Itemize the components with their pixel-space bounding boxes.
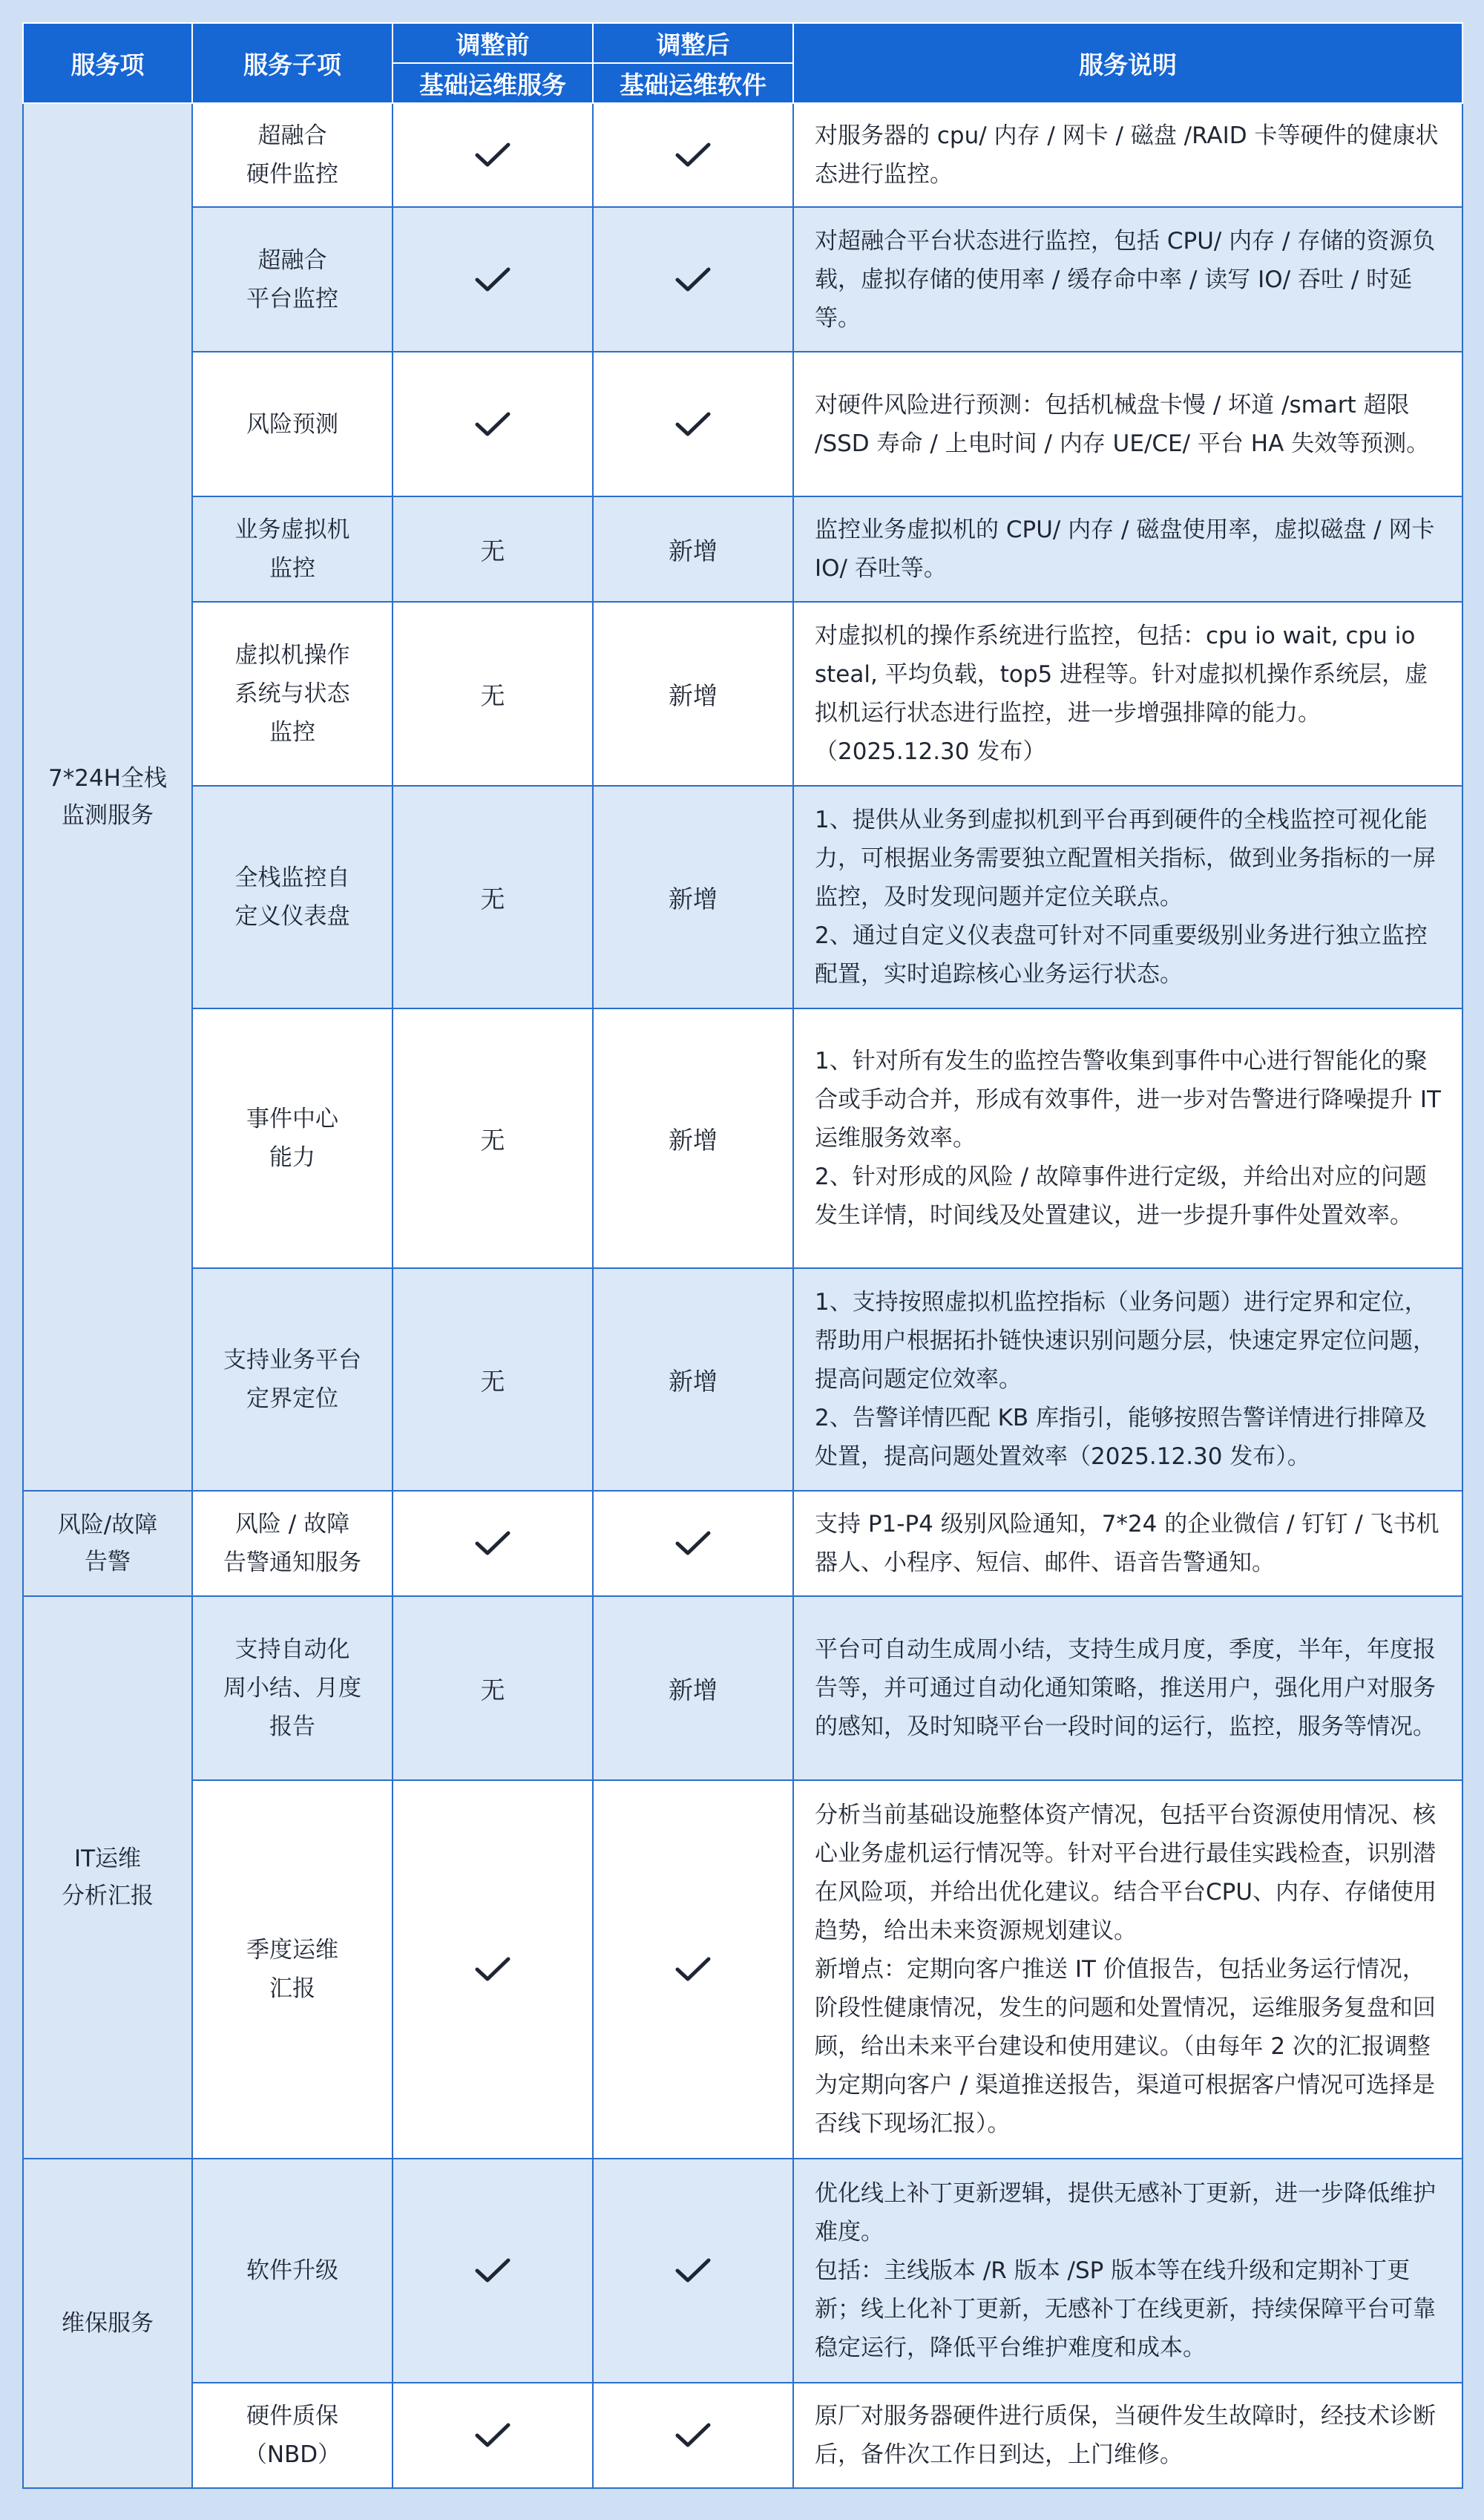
category-it-report: IT运维 分析汇报: [23, 1596, 192, 2159]
description-cell: 1、针对所有发生的监控告警收集到事件中心进行智能化的聚合或手动合并，形成有效事件，进一步对告警进行降噪提升 IT 运维服务效率。 2、针对形成的风险 / 故障事件进行定级，并给出对应的问题发生详情，时间线及处置建议，进一步提升事件处置效率。: [793, 1008, 1462, 1268]
before-mark: [393, 1780, 593, 2159]
sub-service-cell: 软件升级: [192, 2159, 393, 2383]
checkmark-icon: [674, 2421, 712, 2450]
status-text: 无: [480, 536, 505, 565]
sub-service-cell: 支持自动化 周小结、月度 报告: [192, 1596, 393, 1780]
table-row: [23, 496, 1462, 602]
before-mark: [393, 496, 593, 602]
after-mark: [593, 2159, 793, 2383]
description-cell: 对超融合平台状态进行监控，包括 CPU/ 内存 / 存储的资源负载，虚拟存储的使用率 / 缓存命中率 / 读写 IO/ 吞吐 / 时延等。: [793, 207, 1462, 352]
description-cell: 平台可自动生成周小结，支持生成月度，季度，半年，年度报告等，并可通过自动化通知策略，推送用户，强化用户对服务的感知，及时知晓平台一段时间的运行，监控，服务等情况。: [793, 1596, 1462, 1780]
checkmark-icon: [473, 265, 512, 295]
sub-service-cell: 全栈监控自 定义仪表盘: [192, 786, 393, 1008]
before-mark: [393, 1268, 593, 1491]
table-row: [23, 2383, 1462, 2488]
before-mark: [393, 1596, 593, 1780]
header-description: 服务说明: [793, 23, 1462, 103]
status-text: 新增: [669, 536, 718, 565]
table-row: [23, 207, 1462, 352]
category-alert: 风险/故障 告警: [23, 1491, 192, 1596]
sub-service-cell: 事件中心 能力: [192, 1008, 393, 1268]
after-mark: [593, 1268, 793, 1491]
before-mark: [393, 207, 593, 352]
status-text: 无: [480, 1675, 505, 1704]
description-cell: 原厂对服务器硬件进行质保，当硬件发生故障时，经技术诊断后，备件次工作日到达，上门维修。: [793, 2383, 1462, 2488]
table-row: [23, 1008, 1462, 1268]
sub-service-cell: 超融合 平台监控: [192, 207, 393, 352]
checkmark-icon: [473, 410, 512, 439]
table-row: [23, 602, 1462, 786]
after-mark: [593, 1491, 793, 1596]
after-mark: [593, 352, 793, 496]
status-text: 无: [480, 1125, 505, 1155]
checkmark-icon: [674, 1529, 712, 1558]
after-mark: [593, 496, 793, 602]
before-mark: [393, 103, 593, 207]
after-mark: [593, 1008, 793, 1268]
before-mark: [393, 1491, 593, 1596]
checkmark-icon: [473, 1529, 512, 1558]
before-mark: [393, 786, 593, 1008]
status-text: 新增: [669, 884, 718, 913]
after-mark: [593, 786, 793, 1008]
checkmark-icon: [473, 2421, 512, 2450]
table-row: [23, 1268, 1462, 1491]
before-mark: [393, 352, 593, 496]
before-mark: [393, 2383, 593, 2488]
description-cell: 支持 P1-P4 级别风险通知，7*24 的企业微信 / 钉钉 / 飞书机器人、小程序、短信、邮件、语音告警通知。: [793, 1491, 1462, 1596]
before-mark: [393, 1008, 593, 1268]
header-after: 调整后: [593, 23, 793, 63]
sub-service-cell: 虚拟机操作 系统与状态 监控: [192, 602, 393, 786]
after-mark: [593, 1780, 793, 2159]
sub-service-cell: 风险预测: [192, 352, 393, 496]
description-cell: 1、提供从业务到虚拟机到平台再到硬件的全栈监控可视化能力，可根据业务需要独立配置相关指标，做到业务指标的一屏监控，及时发现问题并定位关联点。 2、通过自定义仪表盘可针对不同重要级别业务进行独立监控配置，实时追踪核心业务运行状态。: [793, 786, 1462, 1008]
after-mark: [593, 602, 793, 786]
description-cell: 对虚拟机的操作系统进行监控，包括：cpu io wait, cpu io steal, 平均负载，top5 进程等。针对虚拟机操作系统层，虚拟机运行状态进行监控，进一步增强排障的能力。（2025.12.30 发布）: [793, 602, 1462, 786]
description-cell: 对服务器的 cpu/ 内存 / 网卡 / 磁盘 /RAID 卡等硬件的健康状态进行监控。: [793, 103, 1462, 207]
description-cell: 1、支持按照虚拟机监控指标（业务问题）进行定界和定位，帮助用户根据拓扑链快速识别问题分层，快速定界定位问题，提高问题定位效率。 2、告警详情匹配 KB 库指引，能够按照告警详情进行排障及处置，提高问题处置效率（2025.12.30 发布）。: [793, 1268, 1462, 1491]
table-row: [23, 2159, 1462, 2383]
checkmark-icon: [473, 2256, 512, 2286]
checkmark-icon: [674, 140, 712, 170]
header-before-sub: 基础运维服务: [393, 63, 593, 103]
status-text: 新增: [669, 1125, 718, 1155]
header-service: 服务项: [23, 23, 192, 103]
sub-service-cell: 风险 / 故障 告警通知服务: [192, 1491, 393, 1596]
checkmark-icon: [473, 1955, 512, 1984]
status-text: 新增: [669, 1675, 718, 1704]
after-mark: [593, 103, 793, 207]
table-row: [23, 786, 1462, 1008]
checkmark-icon: [674, 265, 712, 295]
description-cell: 对硬件风险进行预测：包括机械盘卡慢 / 坏道 /smart 超限 /SSD 寿命 / 上电时间 / 内存 UE/CE/ 平台 HA 失效等预测。: [793, 352, 1462, 496]
table-row: [23, 1780, 1462, 2159]
table-row: [23, 103, 1462, 207]
before-mark: [393, 2159, 593, 2383]
checkmark-icon: [674, 2256, 712, 2286]
status-text: 无: [480, 680, 505, 710]
header-before: 调整前: [393, 23, 593, 63]
after-mark: [593, 1596, 793, 1780]
before-mark: [393, 602, 593, 786]
sub-service-cell: 硬件质保 （NBD）: [192, 2383, 393, 2488]
category-monitoring: 7*24H全栈 监测服务: [23, 103, 192, 1491]
description-cell: 优化线上补丁更新逻辑，提供无感补丁更新，进一步降低维护难度。 包括：主线版本 /R 版本 /SP 版本等在线升级和定期补丁更新；线上化补丁更新，无感补丁在线更新，持续保障平台可靠稳定运行，降低平台维护难度和成本。: [793, 2159, 1462, 2383]
table-row: [23, 1491, 1462, 1596]
table-row: [23, 352, 1462, 496]
checkmark-icon: [674, 1955, 712, 1984]
header-after-sub: 基础运维软件: [593, 63, 793, 103]
sub-service-cell: 超融合 硬件监控: [192, 103, 393, 207]
status-text: 无: [480, 884, 505, 913]
description-cell: 分析当前基础设施整体资产情况，包括平台资源使用情况、核心业务虚机运行情况等。针对平台进行最佳实践检查，识别潜在风险项，并给出优化建议。结合平台CPU、内存、存储使用趋势，给出未来资源规划建议。 新增点：定期向客户推送 IT 价值报告，包括业务运行情况，阶段性健康情况，发生的问题和处置情况，运维服务复盘和回顾，给出未来平台建设和使用建议。（由每年 2 次的汇报调整为定期向客户 / 渠道推送报告，渠道可根据客户情况可选择是否线下现场汇报）。: [793, 1780, 1462, 2159]
status-text: 新增: [669, 680, 718, 710]
sub-service-cell: 支持业务平台 定界定位: [192, 1268, 393, 1491]
service-comparison-table: [22, 22, 1463, 2489]
table-row: [23, 1596, 1462, 1780]
sub-service-cell: 季度运维 汇报: [192, 1780, 393, 2159]
checkmark-icon: [674, 410, 712, 439]
category-maintenance: 维保服务: [23, 2159, 192, 2488]
after-mark: [593, 2383, 793, 2488]
sub-service-cell: 业务虚拟机 监控: [192, 496, 393, 602]
status-text: 新增: [669, 1366, 718, 1396]
description-cell: 监控业务虚拟机的 CPU/ 内存 / 磁盘使用率，虚拟磁盘 / 网卡 IO/ 吞吐等。: [793, 496, 1462, 602]
checkmark-icon: [473, 140, 512, 170]
status-text: 无: [480, 1366, 505, 1396]
header-sub-service: 服务子项: [192, 23, 393, 103]
after-mark: [593, 207, 793, 352]
